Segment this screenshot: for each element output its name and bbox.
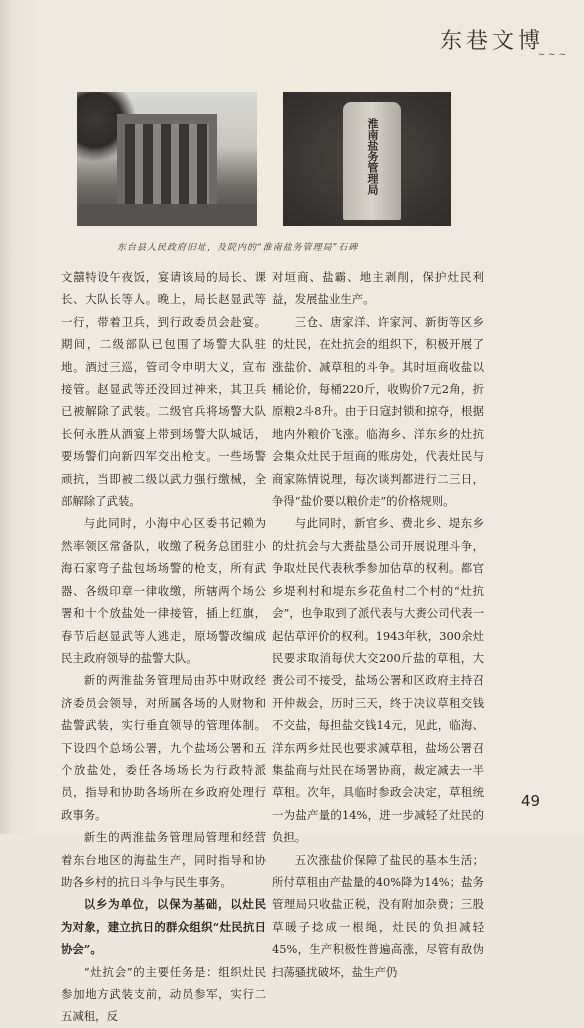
page-number: 49 — [521, 792, 541, 810]
stone-stele — [343, 102, 401, 220]
photo-government-building — [77, 92, 257, 226]
right-column — [272, 266, 484, 983]
paragraph: 新的两淮盐务管理局由苏中财政经济委员会领导，对所属各场的人财物和盐警武装，实行垂直领导的管理体制。下设四个总场公署，九个盐场公署和五个放盐处，委任各场场长为行政特派员，指导和协助各场所在乡政府处理行政事务。 — [61, 673, 266, 822]
ground-strip — [77, 204, 257, 226]
paragraph: “灶抗会”的主要任务是：组织灶民参加地方武装支前，动员参军，实行二五减租，反 — [61, 964, 266, 1024]
magazine-logo: 东巷文博 — [439, 29, 544, 54]
paragraph: 新生的两淮盐务管理局管理和经营着东台地区的海盐生产，同时指导和协助各乡村的抗日斗争与民生事务。 — [61, 830, 266, 889]
photo-stone-stele — [283, 92, 451, 226]
paragraph: 三仓、唐家洋、许家河、新街等区乡的灶民，在灶抗会的组织下，积极开展了涨盐价、减草租的斗争。其时垣商收盐以桶论价，每桶220斤，收购价7元2角，折原粮2斗8升。由于日寇封锁和掠夺，根据地内外粮价飞涨。临海乡、洋东乡的灶抗会集众灶民于垣商的账房处，代表灶民与商家陈情说理，每次谈判都进行二三日，争得“盐价要以粮价走”的价格规则。 — [272, 314, 484, 509]
photo-caption: 东台县人民政府旧址，及院内的“淮南盐务管理局”石碑 — [117, 243, 359, 253]
paragraph: 文囍特设午夜饭，宴请该局的局长、课长、大队长等人。晚上，局长赵显武等一行，带着卫兵，到行政委员会赴宴。期间，二级部队已包围了场警大队驻地。酒过三巡，管司令申明大义，宣布接管。赵显武等还没回过神来，其卫兵已被解除了武装。二级官兵将场警大队长何永胜从酒宴上带到场警大队城话，要场警们向新四军交出枪支。一些场警顽抗，当即被二级以武力强行缴械，全部解除了武装。 — [61, 270, 266, 509]
calligraphy-signature: ~ ~ ~ — [537, 50, 566, 60]
paragraph: 与此同时，小海中心区委书记赖为然率领区常备队，收缴了税务总团驻小海石家弯子盐包场场警的枪支，所有武器、各级印章一律收缴，所辖两个场公署和十个放盐处一律接管，插上红旗，春节后赵显武等人逃走，原场警改编成民主政府领导的盐警大队。 — [61, 516, 266, 665]
paragraph: 与此同时，新官乡、费北乡、堤东乡的灶抗会与大赉盐垦公司开展说理斗争，争取灶民代表秋季参加估草的权利。都官乡堤利村和堤东乡花鱼村二个村的“灶抗会”，也争取到了派代表与大赉公司代表一起估草评价的权利。1943年秋，300余灶民要求取消每伏大交200斤盐的草租，大赉公司不接受，盐场公署和区政府主持召开仲裁会，历时三天，终于决议草租交钱不交盐，每担盐交钱14元，见此，临海、洋东两乡灶民也要求减草租，盐场公署召集盐商与灶民在场署协商，裁定减去一半草租。次年，具临时参政会决定，草租统一为盐产量的14%，进一步减轻了灶民的负担。 — [272, 516, 484, 845]
paragraph: 五次涨盐价保障了盐民的基本生活；所付草租由产盐量的40%降为14%；盐务管理局只收盐正税，没有附加杂费；三股草暖子捻成一根绳，灶民的负担减轻45%，生产积极性普遍高涨，尽管有敌伪扫荡骚扰破坏，盐生产仍 — [272, 852, 484, 979]
stele-title: 淮南盐务管理局 — [366, 118, 379, 195]
left-column — [61, 266, 266, 1028]
paragraph: 对垣商、盐霸、地主剥削，保护灶民利益，发展盐业生产。 — [272, 270, 484, 307]
bold-paragraph: 以乡为单位，以保为基础，以灶民为对象，建立抗日的群众组织“灶民抗日协会”。 — [61, 897, 266, 957]
